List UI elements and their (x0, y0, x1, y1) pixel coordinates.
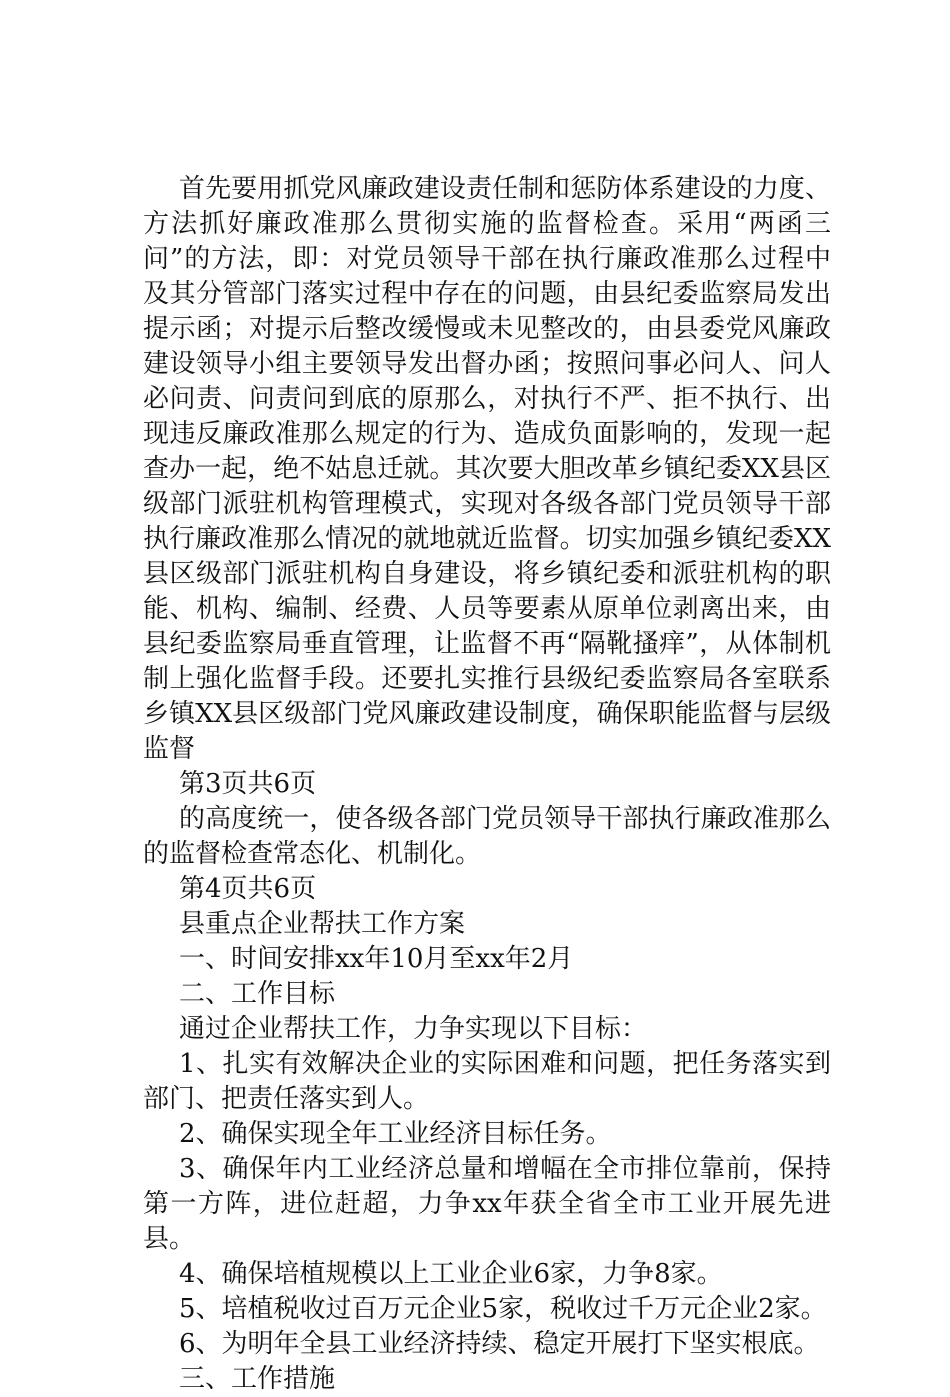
page-marker-3: 第3页共6页 (179, 769, 317, 799)
goal-item-6: 6、为明年全县工业经济持续、稳定开展打下坚实根底。 (179, 1329, 820, 1359)
document-page (143, 172, 831, 1397)
paragraph-supervision: 首先要用抓党风廉政建设责任制和惩防体系建设的力度、方法抓好廉政准那么贯彻实施的监督检查。采用“两函三问”的方法，即：对党员领导干部在执行廉政准那么过程中及其分管部门落实过程中存在的问题，由县纪委监察局发出提示函；对提示后整改缓慢或未见整改的，由县委党风廉政建设领导小组主要领导发出督办函；按照问事必问人、问人必问责、问责问到底的原那么，对执行不严、拒不执行、出现违反廉政准那么规定的行为、造成负面影响的，发现一起查办一起，绝不姑息迁就。其次要大胆改革乡镇纪委XX县区级部门派驻机构管理模式，实现对各级各部门党员领导干部执行廉政准那么情况的就地就近监督。切实加强乡镇纪委XX县区级部门派驻机构自身建设，将乡镇纪委和派驻机构的职能、机构、编制、经费、人员等要素从原单位剥离出来，由县纪委监察局垂直管理，让监督不再“隔靴搔痒”，从体制机制上强化监督手段。还要扎实推行县级纪委监察局各室联系乡镇XX县区级部门党风廉政建设制度，确保职能监督与层级监督 (143, 174, 831, 764)
goal-item-5: 5、培植税收过百万元企业5家，税收过千万元企业2家。 (179, 1294, 827, 1324)
goals-intro: 通过企业帮扶工作，力争实现以下目标： (179, 1014, 648, 1044)
paragraph-continuation: 的高度统一，使各级各部门党员领导干部执行廉政准那么的监督检查常态化、机制化。 (143, 804, 831, 869)
heading-schedule: 一、时间安排xx年10月至xx年2月 (179, 944, 574, 974)
page-marker-4: 第4页共6页 (179, 874, 317, 904)
goal-item-2: 2、确保实现全年工业经济目标任务。 (179, 1119, 612, 1149)
goal-item-1: 1、扎实有效解决企业的实际困难和问题，把任务落实到部门、把责任落实到人。 (143, 1049, 831, 1114)
heading-measures: 三、工作措施 (179, 1364, 336, 1394)
goal-item-4: 4、确保培植规模以上工业企业6家，力争8家。 (179, 1259, 723, 1289)
section-title: 县重点企业帮扶工作方案 (179, 909, 466, 939)
goal-item-3: 3、确保年内工业经济总量和增幅在全市排位靠前，保持第一方阵，进位赶超，力争xx年获全省全市工业开展先进县。 (143, 1154, 831, 1254)
heading-goals: 二、工作目标 (179, 979, 336, 1009)
